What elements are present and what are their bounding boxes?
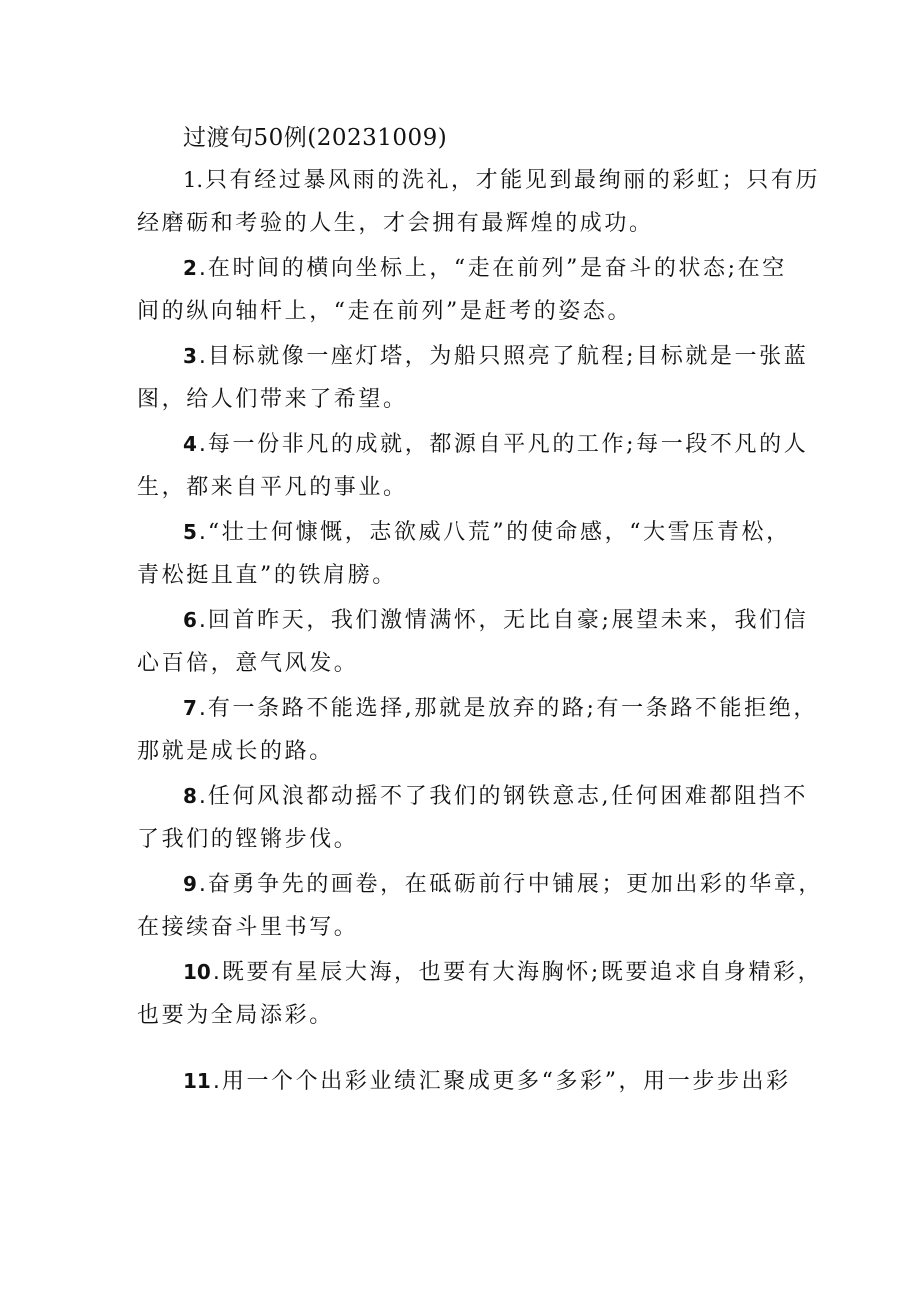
list-item: 3.目标就像一座灯塔，为船只照亮了航程;目标就是一张蓝 图，给人们带来了希望。 — [137, 344, 809, 412]
item-text-line2: 在接续奋斗里书写。 — [137, 915, 359, 940]
item-number: 7 — [183, 696, 197, 720]
item-text-line2: 图，给人们带来了希望。 — [137, 387, 408, 412]
item-text-line1: 在时间的横向坐标上，“走在前列”是奋斗的状态;在空 — [207, 256, 787, 281]
list-item: 10.既要有星辰大海，也要有大海胸怀;既要追求自身精彩， 也要为全局添彩。 — [137, 960, 823, 1028]
item-text-line2: 生，都来自平凡的事业。 — [137, 475, 408, 500]
item-text-line1: 奋勇争先的画卷，在砥砺前行中铺展；更加出彩的华章， — [207, 872, 823, 897]
item-number: 1. — [183, 168, 204, 192]
item-text-line2: 经磨砺和考验的人生，才会拥有最辉煌的成功。 — [137, 211, 654, 236]
item-text-line2: 那就是成长的路。 — [137, 739, 334, 764]
item-text-line1: 用一个个出彩业绩汇聚成更多“多彩”，用一步步出彩 — [221, 1069, 791, 1094]
item-text-line1: 有一条路不能选择,那就是放弃的路;有一条路不能拒绝， — [207, 696, 818, 721]
item-number: 11 — [183, 1069, 211, 1093]
item-text-line1: 任何风浪都动摇不了我们的钢铁意志,任何困难都阻挡不 — [207, 784, 808, 809]
item-text-line2: 也要为全局添彩。 — [137, 1003, 334, 1028]
list-item: 5.“壮士何慷慨，志欲威八荒”的使命感，“大雪压青松， 青松挺且直”的铁肩膀。 — [137, 520, 791, 588]
item-number: 8 — [183, 784, 197, 808]
list-item — [137, 158, 821, 246]
item-text-line1: 目标就像一座灯塔，为船只照亮了航程;目标就是一张蓝 — [207, 344, 809, 369]
item-number: 5 — [183, 520, 197, 544]
item-text-line2: 青松挺且直”的铁肩膀。 — [137, 563, 397, 588]
list-item: 4.每一份非凡的成就，都源自平凡的工作;每一段不凡的人 生，都来自平凡的事业。 — [137, 432, 809, 500]
list-item: 6.回首昨天，我们激情满怀，无比自豪;展望未来，我们信 心百倍，意气风发。 — [137, 608, 809, 676]
item-text-line1: 回首昨天，我们激情满怀，无比自豪;展望未来，我们信 — [207, 608, 809, 633]
list-item: 2.在时间的横向坐标上，“走在前列”是奋斗的状态;在空 间的纵向轴杆上，“走在前列”是赶考的姿态。 — [137, 256, 787, 324]
list-item: 11.用一个个出彩业绩汇聚成更多“多彩”，用一步步出彩 — [183, 1069, 791, 1094]
list-item: 8.任何风浪都动摇不了我们的钢铁意志,任何困难都阻挡不 了我们的铿锵步伐。 — [137, 784, 808, 852]
item-text-line2: 心百倍，意气风发。 — [137, 651, 359, 676]
item-text-line1: 每一份非凡的成就，都源自平凡的工作;每一段不凡的人 — [207, 432, 809, 457]
item-text-line1: “壮士何慷慨，志欲威八荒”的使命感，“大雪压青松， — [207, 520, 791, 545]
item-text-line2: 间的纵向轴杆上，“走在前列”是赶考的姿态。 — [137, 299, 633, 324]
list-item: 7.有一条路不能选择,那就是放弃的路;有一条路不能拒绝， 那就是成长的路。 — [137, 696, 818, 764]
item-number: 2 — [183, 256, 197, 280]
item-text-line2: 了我们的铿锵步伐。 — [137, 827, 359, 852]
item-number: 6 — [183, 608, 197, 632]
list-item: 9.奋勇争先的画卷，在砥砺前行中铺展；更加出彩的华章， 在接续奋斗里书写。 — [137, 872, 823, 940]
item-number: 4 — [183, 432, 197, 456]
item-number: 3 — [183, 344, 197, 368]
document-title: 过渡句50例(20231009) — [183, 125, 448, 151]
item-number: 10 — [183, 960, 211, 984]
item-text-line1: 既要有星辰大海，也要有大海胸怀;既要追求自身精彩， — [221, 960, 823, 985]
item-number: 9 — [183, 872, 197, 896]
item-text-line1: 只有经过暴风雨的洗礼，才能见到最绚丽的彩虹；只有历 — [205, 168, 821, 193]
